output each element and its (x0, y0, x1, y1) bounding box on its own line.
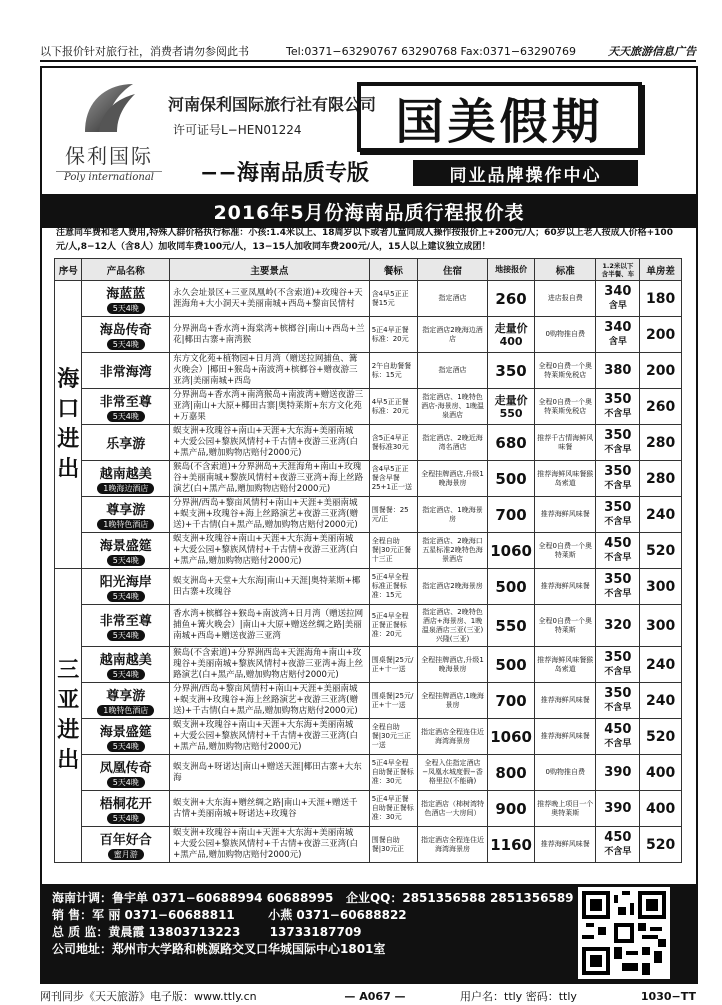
child-price-cell (596, 461, 640, 497)
sites-cell: 分界洲/西岛+黎亩风情村+南山+天涯+美丽南城+蜈支洲+玫瑰谷+海上丝路演艺+夜游三亚湾(赠送)+千古情(白+黑产品,赠加购物店赔付2000元) (170, 497, 370, 533)
table-row (55, 719, 682, 755)
price-table (54, 258, 682, 863)
product-name: 尊享游 (106, 503, 146, 518)
table-row (55, 569, 682, 605)
single-supplement-cell: 200 (640, 353, 682, 389)
price-cell: 1060 (488, 719, 535, 755)
standard-cell: 推荐海鲜风味餐 (535, 497, 596, 533)
hotel-cell: 指定酒店、2晚近海湾名酒店 (417, 425, 487, 461)
child-price-note: 不含早 (604, 702, 632, 713)
hotel-cell: 全程挂牌酒店,升级1晚海景房 (417, 461, 487, 497)
sites-cell: 分界洲/西岛+黎亩风情村+南山+天涯+美丽南城+蜈支洲+玫瑰谷+海上丝路演艺+夜游三亚湾(赠送)+千古情(白+黑产品,赠加购物店赔付2000元) (170, 683, 370, 719)
child-price-cell (596, 605, 640, 647)
sites-cell: 香水湾+槟榔谷+猴岛+南波湾+日月湾（赠送拉网捕鱼+篝火晚会）|南山+大原+赠送丝绸之路|美丽南城+西岛+赠送夜游三亚湾 (170, 605, 370, 647)
meal-cell: 围餐自助餐|30元正 (369, 827, 417, 863)
single-supplement-cell: 260 (640, 389, 682, 425)
child-price-note: 含早 (608, 300, 627, 311)
price-cell: 500 (488, 647, 535, 683)
company-address: 公司地址：郑州市大学路和桃源路交叉口华城国际中心1801室 (52, 942, 386, 956)
product-badge: 5天4晚 (107, 813, 145, 824)
child-price-cell (596, 353, 640, 389)
product-badge: 5天4晚 (107, 591, 145, 602)
company-logo (50, 80, 168, 186)
product-name-cell (82, 317, 170, 353)
standard-cell: 进店报自费 (535, 281, 596, 317)
product-name: 海岛传奇 (99, 323, 152, 338)
price-cell: 680 (488, 425, 535, 461)
product-name-cell (82, 647, 170, 683)
login-info: 用户名：ttly 密码：ttly (460, 990, 577, 1003)
meal-cell: 含4早5正正餐15元 (369, 281, 417, 317)
hotel-cell: 指定酒店全程连住近海湾海景房 (417, 827, 487, 863)
sites-cell: 蜈支洲+玫瑰谷+南山+天涯+大东海+美丽南城+大爱公园+黎族风情村+千古情+夜游三亚湾(白+黑产品,赠加购物店赔付2000元) (170, 425, 370, 461)
product-name: 凤凰传奇 (99, 761, 152, 776)
product-name: 非常至尊 (99, 395, 152, 410)
meal-cell: 5正4早全程正餐正餐标准：20元 (369, 605, 417, 647)
child-price-note: 不含早 (604, 846, 632, 857)
col-price: 地接报价 (488, 259, 535, 281)
product-name: 阳光海岸 (99, 575, 152, 590)
product-name: 非常至尊 (99, 614, 152, 629)
single-supplement-cell: 400 (640, 791, 682, 827)
child-price: 380 (604, 362, 632, 378)
child-price: 350 (604, 499, 632, 515)
single-supplement-cell: 300 (640, 605, 682, 647)
price-notice: 注意同车费和老人费用,特殊人群价格执行标准：小孩:1.4米以上、18周岁以下或者儿童同成人操作按报价上+200元/人；60岁以上老人按成人价格+100元/人,8−12人（含8人）加收同车费100元/人，13−15人加收同车费200元/人，15人以上建议独立成团！ (56, 228, 673, 252)
bottom-bar (40, 988, 696, 1004)
table-row (55, 605, 682, 647)
sites-cell: 永久会址景区+三亚凤凰岭(不含索道)+玫瑰谷+天涯海角+大小洞天+美丽南城+西岛+黎亩民情村 (170, 281, 370, 317)
top-bar (40, 42, 696, 62)
sites-cell: 蜈支洲+玫瑰谷+南山+天涯+大东海+美丽南城+大爱公园+黎族风情村+千古情+夜游三亚湾(白+黑产品,赠加购物店赔付2000元) (170, 827, 370, 863)
product-name: 海景盛筵 (99, 725, 152, 740)
product-badge: 5天4晚 (107, 411, 145, 422)
price-cell: 550 (488, 605, 535, 647)
product-badge: 5天4晚 (107, 777, 145, 788)
single-supplement-cell: 520 (640, 719, 682, 755)
child-price-note: 含早 (608, 336, 627, 347)
qq-contact: 企业QQ：2851356588 2851356589 (345, 891, 574, 905)
product-name-cell (82, 827, 170, 863)
price-cell: 900 (488, 791, 535, 827)
price-cell: 1160 (488, 827, 535, 863)
sites-cell: 蜈支洲+玫瑰谷+南山+天涯+大东海+美丽南城+大爱公园+黎族风情村+千古情+夜游三亚湾(白+黑产品,赠加购物店赔付2000元) (170, 533, 370, 569)
hotel-cell: 指定酒店、1晚海景房 (417, 497, 487, 533)
col-meal: 餐标 (369, 259, 417, 281)
region-label: 海口进出 (55, 281, 82, 569)
disclaimer: 以下报价针对旅行社，消费者请勿参阅此书 (40, 45, 249, 58)
standard-cell: 全程0自费一个奥特莱斯免税店 (535, 353, 596, 389)
single-supplement-cell: 240 (640, 683, 682, 719)
product-name-cell (82, 755, 170, 791)
product-name-cell (82, 425, 170, 461)
price-cell: 1060 (488, 533, 535, 569)
meal-cell: 围餐餐：25元/正 (369, 497, 417, 533)
table-row (55, 425, 682, 461)
hotel-cell: 指定酒店 (417, 353, 487, 389)
standard-cell: 推荐海鲜风味餐 (535, 719, 596, 755)
qr-code-icon (578, 887, 670, 979)
col-product: 产品名称 (82, 259, 170, 281)
product-name-cell (82, 719, 170, 755)
child-price-note: 不含早 (604, 588, 632, 599)
meal-cell: 5正4早正餐自助餐正餐标准：30元 (369, 791, 417, 827)
standard-cell: 推荐海鲜风味餐猴岛索道 (535, 647, 596, 683)
planner-contact: 海南计调：鲁宇单 0371−60688994 60688995 (52, 891, 334, 905)
product-name-cell (82, 569, 170, 605)
child-price: 340 (604, 319, 632, 335)
hotel-cell: 全程挂牌酒店,1晚海景房 (417, 683, 487, 719)
table-row (55, 791, 682, 827)
hotel-cell: 指定酒店、2晚海口五星标准2晚特色海景酒店 (417, 533, 487, 569)
price-cell: 260 (488, 281, 535, 317)
table-row (55, 647, 682, 683)
standard-cell: 全程0自费一个奥特莱斯免税店 (535, 389, 596, 425)
hotel-cell: 指定酒店2晚海景房 (417, 569, 487, 605)
logo-chinese: 保利国际 (65, 144, 153, 168)
single-supplement-cell: 520 (640, 533, 682, 569)
product-badge: 5天4晚 (107, 741, 145, 752)
product-name: 海景盛筵 (99, 539, 152, 554)
child-price-note: 不含早 (604, 666, 632, 677)
page-number: — A067 — (344, 989, 406, 1003)
meal-cell: 全程自助餐|30元正餐十三正 (369, 533, 417, 569)
sites-cell: 蜈支洲岛+天堂+大东海|南山+天涯|奥特莱斯+椰田古寨+玫瑰谷 (170, 569, 370, 605)
child-price-cell (596, 569, 640, 605)
table-row (55, 755, 682, 791)
child-price: 350 (604, 391, 632, 407)
price-cell: 走量价400 (488, 317, 535, 353)
product-name: 海蓝蓝 (106, 287, 146, 302)
product-name: 越南越美 (99, 467, 152, 482)
product-name: 尊享游 (106, 689, 146, 704)
hotel-cell: 指定酒店、1晚特色酒店-海景房、1晚温泉酒店 (417, 389, 487, 425)
meal-cell: 全程自助餐|30元三正一送 (369, 719, 417, 755)
quality-contact-2: 13733187709 (269, 925, 362, 939)
child-price-cell (596, 281, 640, 317)
sales-contact-2: 小燕 0371−60688822 (268, 908, 407, 922)
standard-cell: 全程0自费一个奥特莱斯 (535, 533, 596, 569)
meal-cell: 4早5正正餐标准：20元 (369, 389, 417, 425)
product-badge: 5天4晚 (107, 303, 145, 314)
product-name: 越南越美 (99, 653, 152, 668)
issue-code: 1030−TT (640, 989, 696, 1003)
child-price-note: 不含早 (604, 444, 632, 455)
child-price: 450 (604, 535, 632, 551)
sites-cell: 蜈支洲岛+呀诺达|南山+赠送天涯|椰田古寨+大东海 (170, 755, 370, 791)
hotel-cell: 指定酒店2晚海边酒店 (417, 317, 487, 353)
single-supplement-cell: 180 (640, 281, 682, 317)
child-price: 320 (604, 617, 632, 633)
quality-contact: 总 质 监：黄晨霞 13803713223 (52, 925, 241, 939)
meal-cell: 围桌餐|25元/正+十一送 (369, 683, 417, 719)
price-cell: 走量价550 (488, 389, 535, 425)
child-price-cell (596, 533, 640, 569)
child-price-note: 不含早 (604, 480, 632, 491)
table-row (55, 497, 682, 533)
product-name-cell (82, 281, 170, 317)
logo-mark-icon (77, 80, 141, 136)
child-price-cell (596, 425, 640, 461)
table-row (55, 317, 682, 353)
standard-cell: 推荐海鲜风味餐 (535, 827, 596, 863)
product-name: 乐享游 (106, 437, 146, 452)
license-number: 许可证号L−HEN01224 (173, 123, 302, 137)
e-edition-link[interactable]: 网刊同步《天天旅游》电子版：www.ttly.cn (40, 990, 257, 1003)
single-supplement-cell: 300 (640, 569, 682, 605)
meal-cell: 5正4早全程自助餐正餐标准：30元 (369, 755, 417, 791)
hotel-cell: 指定酒店全程连住近海湾海景房 (417, 719, 487, 755)
single-supplement-cell: 200 (640, 317, 682, 353)
child-price-note: 不含早 (604, 552, 632, 563)
child-price-cell (596, 791, 640, 827)
single-supplement-cell: 240 (640, 497, 682, 533)
region-label: 三亚进出 (55, 569, 82, 863)
product-name-cell (82, 605, 170, 647)
child-price: 350 (604, 571, 632, 587)
single-supplement-cell: 520 (640, 827, 682, 863)
child-price: 350 (604, 685, 632, 701)
child-price-cell (596, 647, 640, 683)
hotel-cell: 指定酒店、2晚特色酒店+海景房、1晚温泉酒店三亚(三亚)兴隆(三亚) (417, 605, 487, 647)
sites-cell: 分界洲岛+香水湾+海棠湾+槟榔谷|南山+西岛+兰花|椰田古寨+南湾猴 (170, 317, 370, 353)
price-cell: 700 (488, 683, 535, 719)
product-name-cell (82, 683, 170, 719)
meal-cell: 围桌餐|25元/正+十一送 (369, 647, 417, 683)
child-price-cell (596, 827, 640, 863)
brand-title: 国美假期 (357, 82, 642, 152)
product-badge: 5天4晚 (107, 669, 145, 680)
contact-numbers: Tel:0371−63290767 63290768 Fax:0371−63290769 (286, 44, 577, 58)
standard-cell: 推荐千古情海鲜风味餐 (535, 425, 596, 461)
page-title: 2016年5月份海南品质行程报价表 (42, 194, 696, 228)
product-badge: 1晚特色酒店 (97, 705, 154, 716)
single-supplement-cell: 280 (640, 461, 682, 497)
table-row (55, 389, 682, 425)
standard-cell: 推荐海鲜风味餐猴岛索道 (535, 461, 596, 497)
meal-cell: 含4早5正正餐含早餐25+1正一送 (369, 461, 417, 497)
child-price: 450 (604, 721, 632, 737)
product-name: 梧桐花开 (99, 797, 152, 812)
price-cell: 350 (488, 353, 535, 389)
standard-cell: 推荐晚上项目一个奥特莱斯 (535, 791, 596, 827)
brand-subtitle: 同业品牌操作中心 (413, 160, 638, 186)
col-standard: 标准 (535, 259, 596, 281)
product-name-cell (82, 533, 170, 569)
sites-cell: 猴岛(不含索道)+分界洲岛+天涯海角+南山+玫瑰谷+美丽南城+黎族风情村+夜游三亚湾+海上丝路演艺(白+黑产品,赠加购物店赔付2000元) (170, 461, 370, 497)
hotel-cell: 全程挂牌酒店,升级1晚海景房 (417, 647, 487, 683)
product-badge: 蜜月游 (108, 849, 144, 860)
hotel-cell: 全程入住指定酒店−凤凰水城度假−香格里拉(不能确) (417, 755, 487, 791)
col-sites: 主要景点 (170, 259, 370, 281)
product-badge: 5天4晚 (107, 339, 145, 350)
child-price: 450 (604, 829, 632, 845)
child-price-cell (596, 497, 640, 533)
child-price-cell (596, 683, 640, 719)
product-name-cell (82, 791, 170, 827)
single-supplement-cell: 280 (640, 425, 682, 461)
standard-cell: 全程0自费一个奥特莱斯 (535, 605, 596, 647)
table-row (55, 683, 682, 719)
standard-cell: 推荐海鲜风味餐 (535, 683, 596, 719)
product-badge: 1晚海边酒店 (97, 483, 154, 494)
table-row (55, 533, 682, 569)
sales-contact: 销 售：军 丽 0371−60688811 (52, 908, 235, 922)
publication-tag: 天天旅游信息广告 (608, 45, 696, 58)
table-row (55, 461, 682, 497)
col-child: 1.2米以下 含半餐、车 (596, 259, 640, 281)
product-name-cell (82, 461, 170, 497)
hotel-cell: 指定酒店 (417, 281, 487, 317)
product-name-cell (82, 497, 170, 533)
child-price-cell (596, 317, 640, 353)
table-row (55, 353, 682, 389)
hotel-cell: 指定酒店（柿树湾特色酒店一大房间） (417, 791, 487, 827)
sites-cell: 猴岛(不含索道)+分界洲西岛+天涯海角+南山+玫瑰谷+美丽南城+黎族风情村+夜游三亚湾+海上丝路演艺(白+黑产品,赠加购物店赔付2000元) (170, 647, 370, 683)
meal-cell: 5正4早正餐标准：20元 (369, 317, 417, 353)
child-price-note: 不含早 (604, 516, 632, 527)
table-row (55, 281, 682, 317)
meal-cell: 5正4早全程标准正餐标准：15元 (369, 569, 417, 605)
company-name: 河南保利国际旅行社有限公司 (168, 95, 377, 114)
single-supplement-cell: 400 (640, 755, 682, 791)
product-badge: 5天4晚 (107, 630, 145, 641)
child-price-cell (596, 719, 640, 755)
price-cell: 800 (488, 755, 535, 791)
sites-cell: 蜈支洲+大东海+赠丝绸之路|南山+天涯+赠送千古情+美丽南城+呀诺达+玫瑰谷 (170, 791, 370, 827)
product-badge: 1晚特色酒店 (97, 519, 154, 530)
child-price-cell (596, 389, 640, 425)
product-name: 百年好合 (99, 833, 152, 848)
product-name-cell (82, 389, 170, 425)
product-badge: 5天4晚 (107, 555, 145, 566)
sites-cell: 分界洲岛+香水湾+南湾猴岛+南波湾+赠送夜游三亚湾|南山+大原+椰田古寨|奥特莱斯+东方文化苑+万嘉果 (170, 389, 370, 425)
child-price-note: 不含早 (604, 738, 632, 749)
standard-cell: 0购物推自费 (535, 755, 596, 791)
standard-cell: 0购物推自费 (535, 317, 596, 353)
child-price: 350 (604, 427, 632, 443)
child-price: 350 (604, 649, 632, 665)
product-name: 非常海湾 (99, 365, 152, 380)
price-cell: 500 (488, 461, 535, 497)
child-price: 390 (604, 800, 632, 816)
col-hotel: 住宿 (417, 259, 487, 281)
price-cell: 500 (488, 569, 535, 605)
header-row (55, 259, 682, 281)
single-supplement-cell: 240 (640, 647, 682, 683)
table-body (55, 281, 682, 863)
sites-cell: 东方文化苑+植物园+日月湾（赠送拉网捕鱼、篝火晚会）|椰田+猴岛+南波湾+槟榔谷+赠夜游三亚湾|美丽南城+西岛 (170, 353, 370, 389)
child-price: 390 (604, 764, 632, 780)
table-row (55, 827, 682, 863)
product-name-cell (82, 353, 170, 389)
child-price: 340 (604, 283, 632, 299)
standard-cell: 推荐海鲜风味餐 (535, 569, 596, 605)
edition-label: −−海南品质专版 (200, 160, 369, 186)
table-header (55, 259, 682, 281)
meal-cell: 含5正4早正餐标准30元 (369, 425, 417, 461)
col-single: 单房差 (640, 259, 682, 281)
logo-english: Poly international (56, 171, 162, 183)
meal-cell: 2午自助餐餐标：15元 (369, 353, 417, 389)
child-price: 350 (604, 463, 632, 479)
col-index: 序号 (55, 259, 82, 281)
price-cell: 700 (488, 497, 535, 533)
child-price-cell (596, 755, 640, 791)
child-price-note: 不含早 (604, 408, 632, 419)
sites-cell: 蜈支洲+玫瑰谷+南山+天涯+大东海+美丽南城+大爱公园+黎族风情村+千古情+夜游三亚湾(白+黑产品,赠加购物店赔付2000元) (170, 719, 370, 755)
